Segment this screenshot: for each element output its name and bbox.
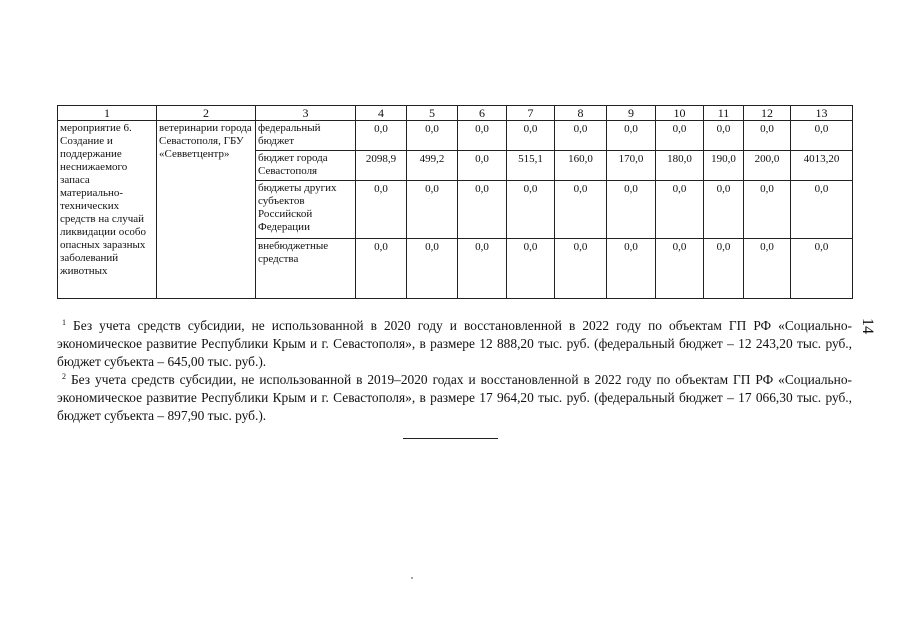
value-cell: 0,0	[791, 181, 853, 239]
value-cell: 0,0	[656, 239, 704, 299]
value-cell: 0,0	[656, 121, 704, 151]
value-cell: 499,2	[407, 151, 458, 181]
value-cell: 2098,9	[356, 151, 407, 181]
column-number: 9	[607, 106, 656, 121]
column-number: 7	[507, 106, 555, 121]
value-cell: 170,0	[607, 151, 656, 181]
funding-source-cell: бюджет города Севастополя	[256, 151, 356, 181]
value-cell: 0,0	[356, 121, 407, 151]
column-number: 10	[656, 106, 704, 121]
value-cell: 0,0	[407, 181, 458, 239]
column-number: 2	[157, 106, 256, 121]
column-number: 11	[704, 106, 744, 121]
column-number: 6	[458, 106, 507, 121]
table-header-row	[58, 106, 853, 121]
value-cell: 0,0	[458, 239, 507, 299]
column-number: 4	[356, 106, 407, 121]
value-cell: 0,0	[607, 239, 656, 299]
value-cell: 0,0	[704, 239, 744, 299]
value-cell: 190,0	[704, 151, 744, 181]
value-cell: 0,0	[507, 181, 555, 239]
value-cell: 0,0	[407, 239, 458, 299]
value-cell: 0,0	[704, 121, 744, 151]
column-number: 5	[407, 106, 458, 121]
value-cell: 180,0	[656, 151, 704, 181]
value-cell: 4013,20	[791, 151, 853, 181]
value-cell: 0,0	[507, 239, 555, 299]
column-number: 8	[555, 106, 607, 121]
value-cell: 515,1	[507, 151, 555, 181]
value-cell: 0,0	[555, 181, 607, 239]
funding-source-cell: бюджеты других субъектов Российской Федерации	[256, 181, 356, 239]
value-cell: 0,0	[744, 121, 791, 151]
footnote-mark: 1	[62, 318, 66, 327]
table-row	[58, 121, 853, 151]
value-cell: 0,0	[356, 239, 407, 299]
value-cell: 200,0	[744, 151, 791, 181]
value-cell: 0,0	[458, 151, 507, 181]
value-cell: 160,0	[555, 151, 607, 181]
value-cell: 0,0	[458, 121, 507, 151]
column-number: 3	[256, 106, 356, 121]
footnote	[57, 317, 852, 371]
page-number: 14	[859, 318, 876, 334]
value-cell: 0,0	[744, 239, 791, 299]
value-cell: 0,0	[607, 121, 656, 151]
value-cell: 0,0	[607, 181, 656, 239]
footnotes	[57, 317, 852, 425]
value-cell: 0,0	[507, 121, 555, 151]
value-cell: 0,0	[407, 121, 458, 151]
funding-source-cell: внебюджетные средства	[256, 239, 356, 299]
value-cell: 0,0	[555, 121, 607, 151]
scan-speck	[411, 577, 413, 579]
value-cell: 0,0	[744, 181, 791, 239]
executor-cell: ветеринарии города Севастополя, ГБУ «Севветцентр»	[157, 121, 256, 299]
end-separator-line	[403, 438, 498, 439]
value-cell: 0,0	[704, 181, 744, 239]
footnote-text: Без учета средств субсидии, не использованной в 2020 году и восстановленной в 2022 году по объектам ГП РФ «Социально-экономическое развитие Республики Крым и г. Севастополя», в размере 12 888,20 тыс. руб. (федеральный бюджет – 12 243,20 тыс. руб., бюджет субъекта – 645,00 тыс. руб.).	[57, 318, 852, 369]
column-number: 13	[791, 106, 853, 121]
footnote-text: Без учета средств субсидии, не использованной в 2019–2020 годах и восстановленной в 2022 году по объектам ГП РФ «Социально-экономическое развитие Республики Крым и г. Севастополя», в размере 17 964,20 тыс. руб. (федеральный бюджет – 17 066,30 тыс. руб., бюджет субъекта – 897,90 тыс. руб.).	[57, 372, 852, 423]
footnote-mark: 2	[62, 372, 66, 381]
budget-table	[57, 105, 853, 299]
value-cell: 0,0	[555, 239, 607, 299]
value-cell: 0,0	[791, 121, 853, 151]
value-cell: 0,0	[656, 181, 704, 239]
footnote	[57, 371, 852, 425]
funding-source-cell: федеральный бюджет	[256, 121, 356, 151]
column-number: 12	[744, 106, 791, 121]
column-number: 1	[58, 106, 157, 121]
value-cell: 0,0	[791, 239, 853, 299]
value-cell: 0,0	[458, 181, 507, 239]
activity-cell: мероприятие 6. Создание и поддержание неснижаемого запаса материально-технических средств на случай ликвидации особо опасных заразных заболеваний животных	[58, 121, 157, 299]
value-cell: 0,0	[356, 181, 407, 239]
